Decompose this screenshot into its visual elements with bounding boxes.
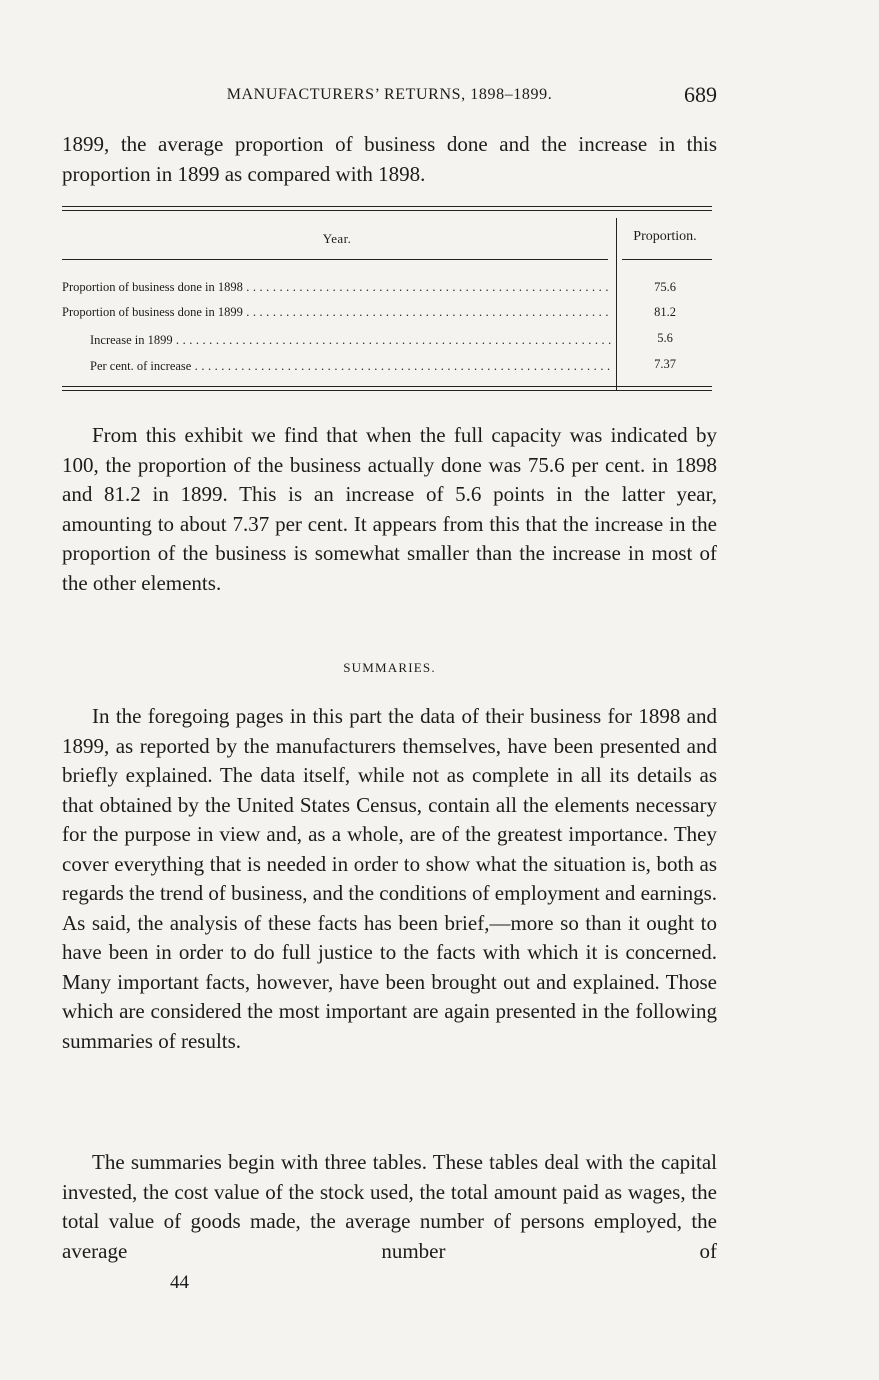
page-number: 689: [684, 82, 717, 107]
header-rule-right: [622, 259, 712, 260]
proportion-table: [62, 206, 712, 396]
intro-paragraph: 1899, the average proportion of business done and the increase in this proportion in 1899 as compared with 1898.: [62, 132, 717, 186]
summary-paragraph: In the foregoing pages in this part the data of their business for 1898 and 1899, as reported by the manufacturers themselves, have been presented and briefly explained. The data itself, while not as complete in all its details as that obtained by the United States Census, contain all the elements necessary for the purpose in view and, as a whole, are of the greatest importance. They cover everything that is needed in order to show what the situation is, both as regards the trend of business, and the conditions of employment and earnings. As said, the analysis of these facts has been brief,—more so than it ought to have been in order to do full justice to the facts with which it is concerned. Many important facts, however, have been brought out and explained. Those which are considered the most important are again presented in the following summaries of results.: [62, 704, 717, 1053]
table-row-value: 81.2: [654, 305, 676, 319]
table-row-label: Proportion of business done in 1898 . . .: [62, 278, 612, 296]
table-row-value: 5.6: [657, 331, 673, 345]
running-header: [62, 82, 717, 112]
table-row-label: Per cent. of increase . . .: [90, 357, 612, 375]
exhibit-paragraph: From this exhibit we find that when the full capacity was indicated by 100, the proportion of the business actually done was 75.6 per cent. in 1898 and 81.2 in 1899. This is an increase of 5.6 points in the latter year, amounting to about 7.37 per cent. It appears from this that the increase in the proportion of the business is somewhat smaller than the increase in most of the other elements.: [62, 423, 717, 595]
section-heading: SUMMARIES.: [343, 660, 436, 675]
table-top-rule-inner: [62, 210, 712, 211]
table-row-value: 75.6: [654, 280, 676, 294]
table-bottom-rule: [62, 386, 712, 387]
table-bottom-rule-inner: [62, 390, 712, 391]
table-top-rule: [62, 206, 712, 207]
table-row-value: 7.37: [654, 357, 676, 371]
column-header-year: Year.: [322, 231, 352, 246]
column-header-proportion: Proportion.: [633, 229, 697, 244]
table-row-label: Increase in 1899 . . .: [90, 331, 612, 349]
summary-paragraph-continued: The summaries begin with three tables. These tables deal with the capital invested, the cost value of the stock used, the total amount paid as wages, the total value of goods made, the average number of persons employed, the average number of: [62, 1150, 717, 1263]
header-rule-left: [62, 259, 608, 260]
table-row-label: Proportion of business done in 1899 . . .: [62, 303, 612, 321]
running-title: MANUFACTURERS’ RETURNS, 1898–1899.: [226, 86, 553, 103]
signature-folio: 44: [170, 1272, 189, 1293]
table-column-divider: [616, 218, 617, 390]
